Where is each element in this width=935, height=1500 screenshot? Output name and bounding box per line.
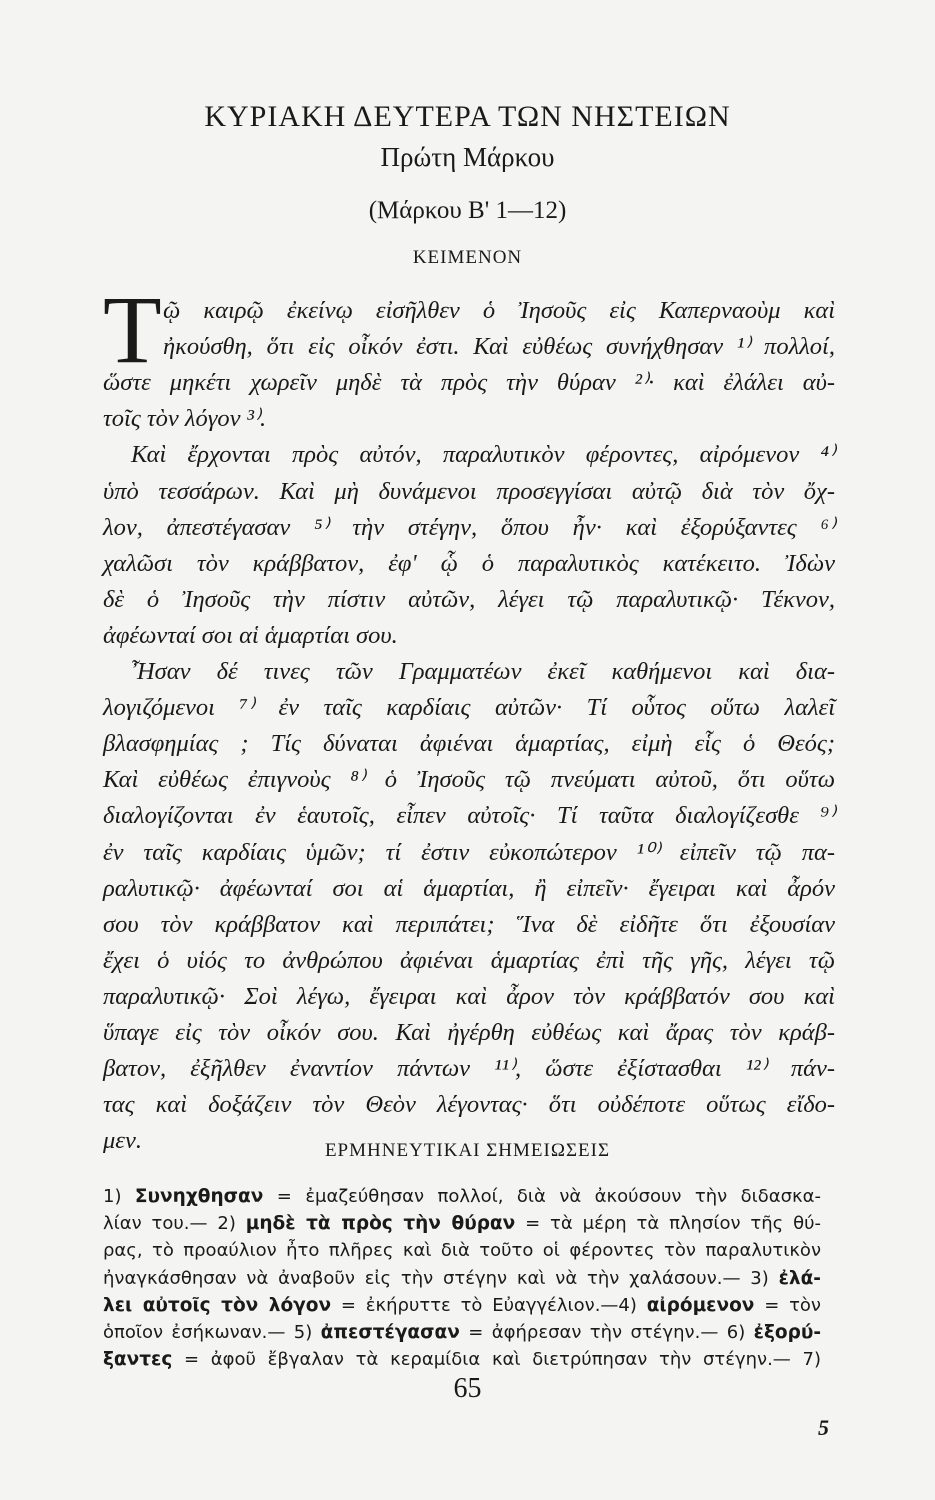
text-line: δὲ ὁ Ἰησοῦς τὴν πίστιν αὐτῶν, λέγει τῷ παραλυτικῷ· Τέκνον, bbox=[103, 585, 835, 613]
note-gloss: λίαν του.— 2) bbox=[103, 1213, 246, 1235]
text-section-label: ΚΕΙΜΕΝΟΝ bbox=[412, 247, 523, 268]
text-line: σου τὸν κράββατον καὶ περιπάτει; Ἵνα δὲ εἰδῆτε ὅτι ἐξουσίαν bbox=[103, 910, 835, 938]
text-line: διαλογίζονται ἐν ἑαυτοῖς, εἶπεν αὐτοῖς· Τί ταῦτα διαλογίζεσθε ⁹⁾ bbox=[103, 802, 835, 830]
text-line: ἐν ταῖς καρδίαις ὑμῶν; τί ἐστιν εὐκοπώτερον ¹⁰⁾ εἰπεῖν τῷ πα- bbox=[103, 838, 835, 866]
note-term: μηδὲ τὰ πρὸς τὴν θύραν bbox=[245, 1213, 516, 1235]
note-line bbox=[103, 1319, 821, 1347]
text-line: ῷ καιρῷ ἐκείνῳ εἰσῆλθεν ὁ Ἰησοῦς εἰς Καπερναοὺμ καὶ bbox=[163, 297, 835, 324]
note-gloss: ρας, τὸ προαύλιον ἦτο πλῆρες καὶ διὰ τοῦτο οἱ φέροντες τὸν παραλυτικὸν bbox=[103, 1240, 821, 1262]
note-term: ξαντες bbox=[103, 1349, 173, 1371]
signature-mark: 5 bbox=[818, 1415, 829, 1440]
page-title: ΚΥΡΙΑΚΗ ΔΕΥΤΕΡΑ ΤΩΝ ΝΗΣΤΕΙΩΝ bbox=[204, 100, 731, 133]
note-term: λει αὐτοῖς τὸν λόγον bbox=[103, 1294, 332, 1316]
note-gloss: ὁποῖον ἐσήκωναν.— 5) bbox=[103, 1322, 321, 1343]
text-line: λογιζόμενοι ⁷⁾ ἐν ταῖς καρδίαις αὐτῶν· Τί οὗτος οὕτω λαλεῖ bbox=[103, 694, 835, 722]
note-line bbox=[103, 1292, 821, 1320]
note-term: ἀπεστέγασαν bbox=[320, 1322, 460, 1343]
text-line: χαλῶσι τὸν κράββατον, ἐφ' ᾧ ὁ παραλυτικὸς κατέκειτο. Ἰδὼν bbox=[103, 549, 835, 577]
text-line: Ἦσαν δέ τινες τῶν Γραμματέων ἐκεῖ καθήμενοι καὶ δια- bbox=[131, 658, 835, 685]
text-line: τοῖς τὸν λόγον ³⁾. bbox=[103, 405, 267, 433]
note-gloss: 1) bbox=[103, 1186, 135, 1207]
text-line: Καὶ εὐθέως ἐπιγνοὺς ⁸⁾ ὁ Ἰησοῦς τῷ πνεύματι αὐτοῦ, ὅτι οὕτω bbox=[103, 766, 835, 794]
text-line: λον, ἀπεστέγασαν ⁵⁾ τὴν στέγην, ὅπου ἦν· καὶ ἐξορύξαντες ⁶⁾ bbox=[103, 513, 835, 541]
notes-title: ΕΡΜΗΝΕΥΤΙΚΑΙ ΣΗΜΕΙΩΣΕΙΣ bbox=[324, 1140, 611, 1161]
text-line: ὑπὸ τεσσάρων. Καὶ μὴ δυνάμενοι προσεγγίσαι αὐτῷ διὰ τὸν ὄχ- bbox=[103, 477, 835, 505]
note-term: ἐξορύ- bbox=[753, 1322, 821, 1343]
note-term: αἰρόμενον bbox=[646, 1294, 755, 1316]
text-line: ὥστε μηκέτι χωρεῖν μηδὲ τὰ πρὸς τὴν θύραν ²⁾· καὶ ἐλάλει αὐ- bbox=[103, 369, 835, 397]
note-gloss: = τὸν bbox=[754, 1294, 821, 1316]
note-gloss: = ἐμαζεύθησαν πολλοί, διὰ νὰ ἀκούσουν τὴν διδασκα- bbox=[263, 1186, 822, 1207]
note-gloss: = ἐκήρυττε τὸ Εὐαγγέλιον.—4) bbox=[331, 1294, 647, 1316]
text-line: ἠκούσθη, ὅτι εἰς οἶκόν ἐστι. Καὶ εὐθέως συνήχθησαν ¹⁾ πολλοί, bbox=[163, 333, 835, 361]
note-line bbox=[103, 1210, 821, 1238]
note-gloss: = τὰ μέρη τὰ πλησίον τῆς θύ- bbox=[515, 1213, 821, 1235]
note-term: ἐλά- bbox=[778, 1267, 821, 1289]
text-line: βλασφημίας ; Τίς δύναται ἀφιέναι ἁμαρτίας, εἰμὴ εἷς ὁ Θεός; bbox=[103, 730, 835, 758]
note-line bbox=[103, 1183, 821, 1211]
text-line: μεν. bbox=[103, 1127, 142, 1155]
page-number: 65 bbox=[453, 1373, 482, 1404]
text-line: ὕπαγε εἰς τὸν οἶκόν σου. Καὶ ἠγέρθη εὐθέως καὶ ἄρας τὸν κράβ- bbox=[103, 1019, 835, 1046]
page-subtitle: Πρώτη Μάρκου bbox=[380, 142, 555, 172]
text-line: ραλυτικῷ· ἀφέωνταί σοι αἱ ἁμαρτίαι, ἢ εἰπεῖν· ἔγειραι καὶ ἆρόν bbox=[103, 874, 835, 902]
note-gloss: ἠναγκάσθησαν νὰ ἀναβοῦν εἰς τὴν στέγην καὶ νὰ τὴν χαλάσουν.— 3) bbox=[103, 1267, 779, 1289]
note-line bbox=[103, 1265, 821, 1293]
note-gloss: = ἀφοῦ ἔβγαλαν τὰ κεραμίδια καὶ διετρύπησαν τὴν στέγην.— 7) bbox=[172, 1349, 821, 1371]
text-line: παραλυτικῷ· Σοὶ λέγω, ἔγειραι καὶ ἆρον τὸν κράββατόν σου καὶ bbox=[103, 982, 835, 1010]
note-gloss: = ἀφήρεσαν τὴν στέγην.— 6) bbox=[459, 1322, 754, 1343]
text-line: Καὶ ἔρχονται πρὸς αὐτόν, παραλυτικὸν φέροντες, αἰρόμενον ⁴⁾ bbox=[131, 441, 835, 469]
text-line: τας καὶ δοξάζειν τὸν Θεὸν λέγοντας· ὅτι οὐδέποτε οὕτως εἴδο- bbox=[103, 1091, 835, 1119]
text-line: βατον, ἐξῆλθεν ἐναντίον πάντων ¹¹⁾, ὥστε ἐξίστασθαι ¹²⁾ πάν- bbox=[103, 1055, 835, 1083]
scripture-reference: (Μάρκου Β' 1—12) bbox=[368, 197, 567, 224]
note-line bbox=[103, 1237, 821, 1265]
note-line bbox=[103, 1346, 821, 1374]
text-line: ἔχει ὁ υἱός το ἀνθρώπου ἀφιέναι ἁμαρτίας ἐπὶ τῆς γῆς, λέγει τῷ bbox=[103, 946, 835, 974]
note-term: Συνηχθησαν bbox=[134, 1186, 264, 1207]
text-line: ἀφέωνταί σοι αἱ ἁμαρτίαι σου. bbox=[103, 621, 398, 649]
drop-cap: Τ bbox=[103, 276, 162, 383]
